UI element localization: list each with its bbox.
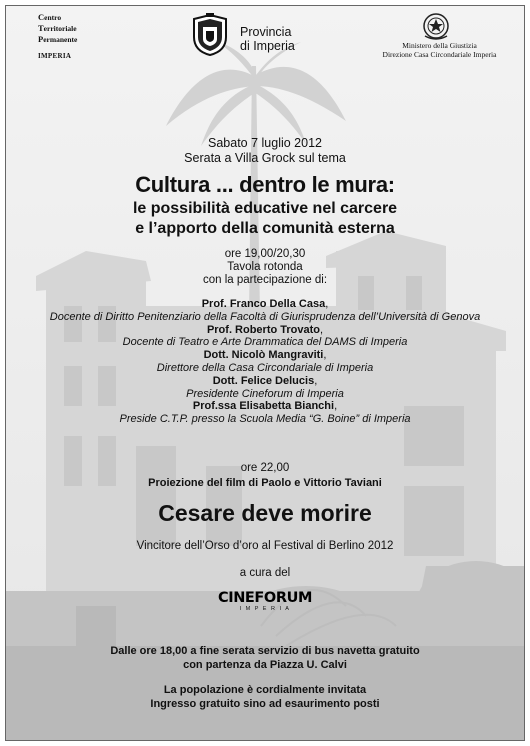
provincia-line-2: di Imperia [240, 39, 295, 53]
event-subtitle-line-1: le possibilità educative nel carcere [132, 200, 398, 217]
speaker-name: Prof.ssa Elisabetta Bianchi [192, 400, 335, 413]
film-award: Vincitore dell’Orso d’oro al Festival di Berlino 2012 [136, 540, 394, 552]
speaker-name: Prof. Roberto Trovato [206, 323, 320, 336]
speakers-list [0, 298, 530, 426]
speaker-name: Prof. Franco Della Casa [201, 298, 326, 310]
ministero-line-1: Ministero della Giustizia [402, 41, 477, 50]
ctp-line-3: Permanente [38, 34, 78, 44]
film-time: ore 22,00 [240, 462, 290, 474]
speaker-item: Dott. Nicolò Mangraviti, [203, 349, 327, 362]
provincia-crest-icon [190, 13, 230, 57]
roundtable-participation: con la partecipazione di: [202, 274, 328, 286]
event-place: Serata a Villa Grock sul tema [184, 151, 346, 165]
ministero-line-2: Direzione Casa Circondariale Imperia [382, 49, 497, 59]
roundtable-intro [0, 248, 530, 287]
speaker-role: Docente di Teatro e Arte Drammatica del DAMS di Imperia [122, 336, 408, 349]
speaker-item: Dott. Felice Delucis, [212, 374, 318, 387]
cineforum-logo-subtext: I M P E R I A [239, 606, 291, 612]
provincia-name [240, 25, 295, 53]
ctp-line-2: Territoriale [38, 23, 77, 33]
film-title: Cesare deve morire [158, 500, 372, 526]
provincia-line-1: Provincia [240, 25, 292, 39]
speaker-name: Dott. Felice Delucis [212, 374, 315, 387]
speaker-name: Dott. Nicolò Mangraviti [203, 349, 324, 362]
speaker-item: Prof. Franco Della Casa, [201, 298, 329, 310]
roundtable-name: Tavola rotonda [227, 261, 303, 273]
ctp-line-1: Centro [38, 12, 62, 22]
speaker-role: Preside C.T.P. presso la Scuola Media “G. Boine” di Imperia [119, 413, 411, 426]
bus-info-line-2: con partenza da Piazza U. Calvi [183, 658, 347, 671]
italian-republic-emblem-icon [420, 12, 452, 42]
event-date: Sabato 7 luglio 2012 [208, 136, 322, 150]
cineforum-logo-text: CINEFORUM [217, 590, 313, 606]
speaker-role: Presidente Cineforum di Imperia [186, 387, 344, 400]
event-intro [0, 136, 530, 166]
bus-info-line-1: Dalle ore 18,00 a fine serata servizio di bus navetta gratuito [110, 645, 420, 657]
speaker-item: Prof. Roberto Trovato, [206, 323, 324, 336]
film-intro: Proiezione del film di Paolo e Vittorio Taviani [148, 477, 382, 489]
ctp-city: IMPERIA [38, 52, 72, 60]
cineforum-logo [203, 591, 327, 613]
film-curated: a cura del [239, 567, 291, 579]
speaker-role: Direttore della Casa Circondariale di Imperia [156, 361, 374, 374]
speaker-role: Docente di Diritto Penitenziario della Facoltà di Giurisprudenza dell’Università di Genova [49, 310, 481, 323]
invitation [0, 684, 530, 711]
invitation-line-2: Ingresso gratuito sino ad esaurimento posti [150, 697, 380, 710]
roundtable-time: ore 19,00/20,30 [224, 248, 306, 260]
event-title: Cultura ... dentro le mura: [135, 172, 395, 197]
speaker-item: Prof.ssa Elisabetta Bianchi, [192, 400, 338, 413]
event-subtitle-line-2: e l’apporto della comunità esterna [135, 220, 395, 237]
bus-info [0, 645, 530, 672]
event-subtitle [0, 199, 530, 239]
ministero-text [377, 42, 502, 59]
ctp-logo-text [38, 12, 77, 61]
invitation-line-1: La popolazione è cordialmente invitata [163, 684, 367, 696]
